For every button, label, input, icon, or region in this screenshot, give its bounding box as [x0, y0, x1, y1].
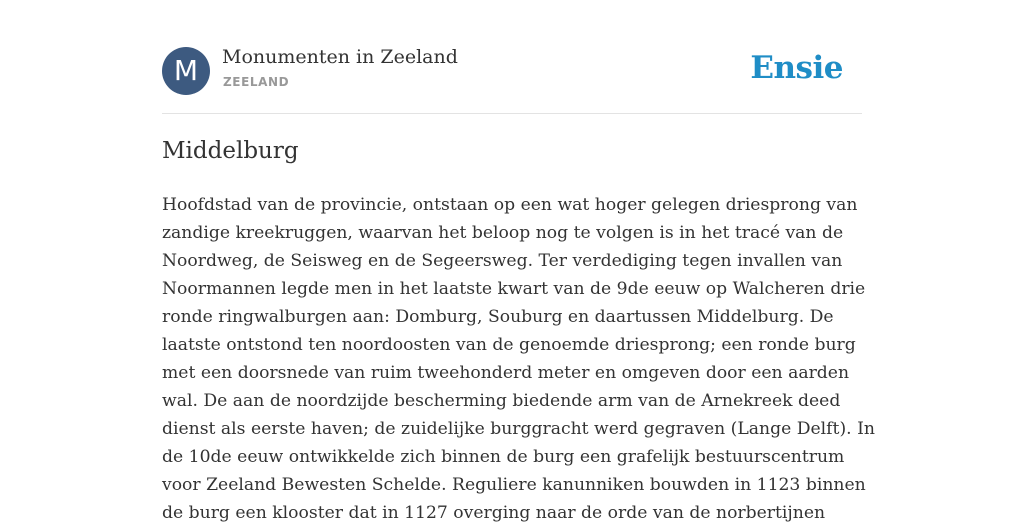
- entry-body-line: ronde ringwalburgen aan: Domburg, Souburg en daartussen Middelburg. De: [162, 307, 834, 327]
- entry-body: [162, 191, 875, 527]
- header-divider: [162, 113, 862, 114]
- entry-body-line: voor Zeeland Bewesten Schelde. Reguliere kanunniken bouwden in 1123 binnen: [162, 475, 866, 495]
- entry-body-line: dienst als eerste haven; de zuidelijke burggracht werd gegraven (Lange Delft). In: [162, 419, 875, 439]
- entry-body-line: wal. De aan de noordzijde bescherming biedende arm van de Arnekreek deed: [162, 391, 841, 411]
- book-subtitle[interactable]: ZEELAND: [223, 75, 290, 89]
- avatar[interactable]: M: [162, 47, 210, 95]
- header: [162, 46, 862, 96]
- entry-body-line: laatste ontstond ten noordoosten van de genoemde driesprong; een ronde burg: [162, 335, 856, 355]
- entry-body-line: de 10de eeuw ontwikkelde zich binnen de burg een grafelijk bestuurscentrum: [162, 447, 845, 467]
- entry-title: Middelburg: [162, 138, 299, 164]
- entry-body-line: zandige kreekruggen, waarvan het beloop nog te volgen is in het tracé van de: [162, 223, 844, 243]
- ensie-logo[interactable]: Ensie: [750, 50, 843, 86]
- entry-body-line: Noormannen legde men in het laatste kwart van de 9de eeuw op Walcheren drie: [162, 279, 866, 299]
- entry-body-line: met een doorsnede van ruim tweehonderd meter en omgeven door een aarden: [162, 363, 850, 383]
- book-title[interactable]: Monumenten in Zeeland: [222, 46, 458, 68]
- entry-body-line: Hoofdstad van de provincie, ontstaan op een wat hoger gelegen driesprong van: [162, 195, 858, 215]
- entry-body-line: Noordweg, de Seisweg en de Segeersweg. Ter verdediging tegen invallen van: [162, 251, 843, 271]
- entry-body-line: de burg een klooster dat in 1127 overging naar de orde van de norbertijnen: [162, 503, 826, 523]
